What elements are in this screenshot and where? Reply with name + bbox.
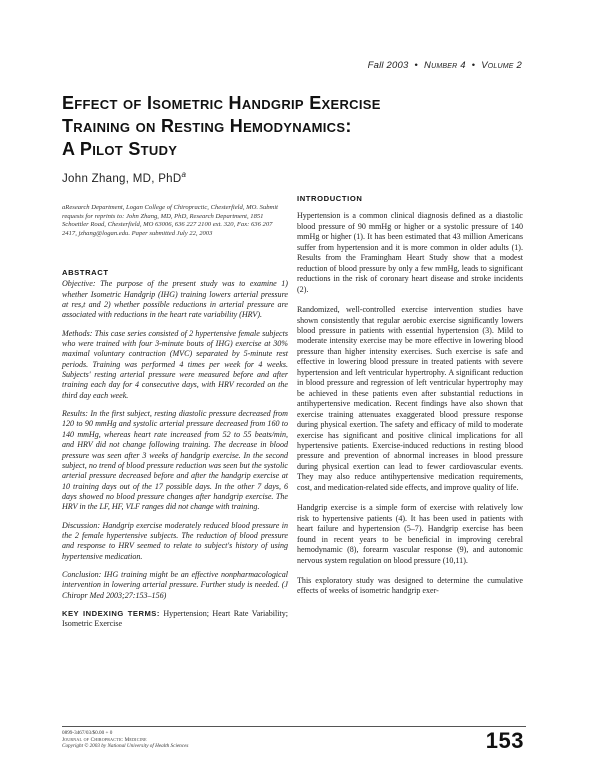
abstract-discussion: Discussion: Handgrip exercise moderately reduced blood pressure in the 2 female hypertensive subjects. The reduction of blood pressure and response to HRV seemed to relate to subject's history of using hypertensive medication.: [62, 520, 288, 561]
intro-paragraph-2: Randomized, well-controlled exercise intervention studies have shown consistently that regular aerobic exercise significantly lowers blood pressure in patients with essential hypertension (3). Mild to moderate intensity exercise may be more effective in lowering blood pressure than higher intensity exercises. Such exercise is safe and effective in lowering blood pressure in treated patients with severe hypertension and left ventricular hypertrophy. A significant reduction in blood pressure and regression of left ventricular hypertrophy may be achieved in these patients even after substantial reductions in antihypertensive medication. Recent findings have also shown that exercise training attenuates exaggerated blood pressure response during physical exertion. The safety and efficacy of mild to moderate exercise has significant and positive clinical implications for all hypertensive patients. Exercise-induced reductions in resting blood pressure and prevention of abnormal increases in blood pressure during physical exertion can lead to fewer cardiovascular events. They may also reduce antihypertensive medication requirements, cost, and medication-related side effects, and improve quality of life.: [297, 305, 523, 492]
footer-issn-code: 0899-3467/03/$0.00 + 0: [62, 730, 113, 736]
issue-season: Fall 2003: [367, 60, 409, 71]
intro-paragraph-4: This exploratory study was designed to determine the cumulative effects of weeks of isometric handgrip exer-: [297, 575, 523, 596]
key-indexing-terms: [62, 609, 288, 630]
footer-copyright: Copyright © 2003 by National University of Health Sciences: [62, 743, 189, 750]
issue-volume: Volume 2: [481, 60, 522, 71]
abstract-objective: Objective: The purpose of the present study was to examine 1) whether Isometric Handgrip (IHG) training lowers arterial pressure at res,t and 2) whether possible reductions in arterial pressure are associated with reductions in the heart rate variability (HRV).: [62, 279, 288, 320]
intro-paragraph-1: Hypertension is a common clinical diagnosis defined as a diastolic blood pressure of 90 mmHg or higher or a systolic pressure of 140 mmHg or higher (1). It has been estimated that 43 million Americans suffer from hypertension and it is more common in older adults (1). Results from the Framingham Heart Study show that a modest reduction of blood pressure by only a few mmHg, leads to significant reductions in the risk of coronary heart disease and stroke incidents (2).: [297, 211, 523, 294]
affiliation-note: aResearch Department, Logan College of Chiropractic, Chesterfield, MO. Submit requests for reprints to: John Zhang, MD, PhD, Research Department, 1851 Schoettler Road, Chesterfield, MO 63006, 636 227 2100 ext. 320, Fax: 636 207 2417, jzhang@logan.edu. Paper submitted July 22, 2003: [62, 204, 278, 237]
keywords-terms: Hypertension; Heart Rate Variability; Isometric Exercise: [62, 608, 289, 629]
footer-publication-info: [62, 730, 302, 750]
author-name: John Zhang, MD, PhD: [62, 172, 182, 185]
intro-paragraph-3: Handgrip exercise is a simple form of exercise with relatively low risk to hypertensive patients (4). It has been used in patients with heart failure and hypertension (5–7). Handgrip exercise has been found in recent years to be beneficial in improving cerebral hemodynamic (8), forearm vascular response (9), and autonomic nervous system regulation on blood pressure (10,11).: [297, 503, 523, 565]
footer-divider: [62, 726, 526, 727]
issue-number: Number 4: [424, 60, 466, 71]
title-line-3: A Pilot Study: [62, 139, 178, 159]
author-byline: [62, 170, 186, 185]
running-header: [368, 60, 522, 71]
keywords-label: KEY INDEXING TERMS:: [62, 608, 160, 618]
abstract-results: Results: In the first subject, resting diastolic pressure decreased from 120 to 90 mmHg and systolic arterial pressure decreased from 160 to 140 mmHg, whereas heart rate increased from 52 to 55 beats/min, and HRV did not change following training. The decrease in blood pressure was seen after 3 weeks of handgrip exercise. In the second subject, no trend of blood pressure reduction was seen but the systolic arterial pressure decreased before and after the handgrip exercise at 10 training days out of the 17 possible days. In the other 7 days, 6 days showed no blood pressure changes after handgrip exercise. The HRV in the LF, HF, VLF ranges did not change with training.: [62, 409, 288, 512]
abstract-methods: Methods: This case series consisted of 2 hypertensive female subjects who were trained with four 3-minute bouts of IHG) exercise at 30% maximal voluntary contraction (MVC) separated by 5-minute rest periods. Training was performed 4 times per week for 4 weeks. Subjects' resting arterial pressure were measured before and after training each day for 4 consecutive days, with HRV recorded on the third day each week.: [62, 328, 288, 400]
introduction-heading: INTRODUCTION: [297, 194, 363, 203]
abstract-conclusion: Conclusion: IHG training might be an effective nonpharmacological intervention in lowering arterial pressure. Further study is needed. (J Chiropr Med 2003;27:153–156): [62, 569, 288, 600]
author-affiliation-mark: a: [181, 170, 187, 179]
introduction-column: [297, 194, 523, 607]
abstract-heading: ABSTRACT: [62, 268, 109, 277]
title-line-2: Training on Resting Hemodynamics:: [62, 116, 352, 136]
header-separator: •: [414, 60, 419, 71]
title-line-1: Effect of Isometric Handgrip Exercise: [62, 93, 381, 113]
footer-journal-name: Journal of Chiropractic Medicine: [62, 736, 147, 743]
article-title: [62, 92, 482, 161]
abstract-column: [62, 268, 288, 638]
header-separator: •: [471, 60, 476, 71]
page-number: 153: [485, 728, 524, 753]
